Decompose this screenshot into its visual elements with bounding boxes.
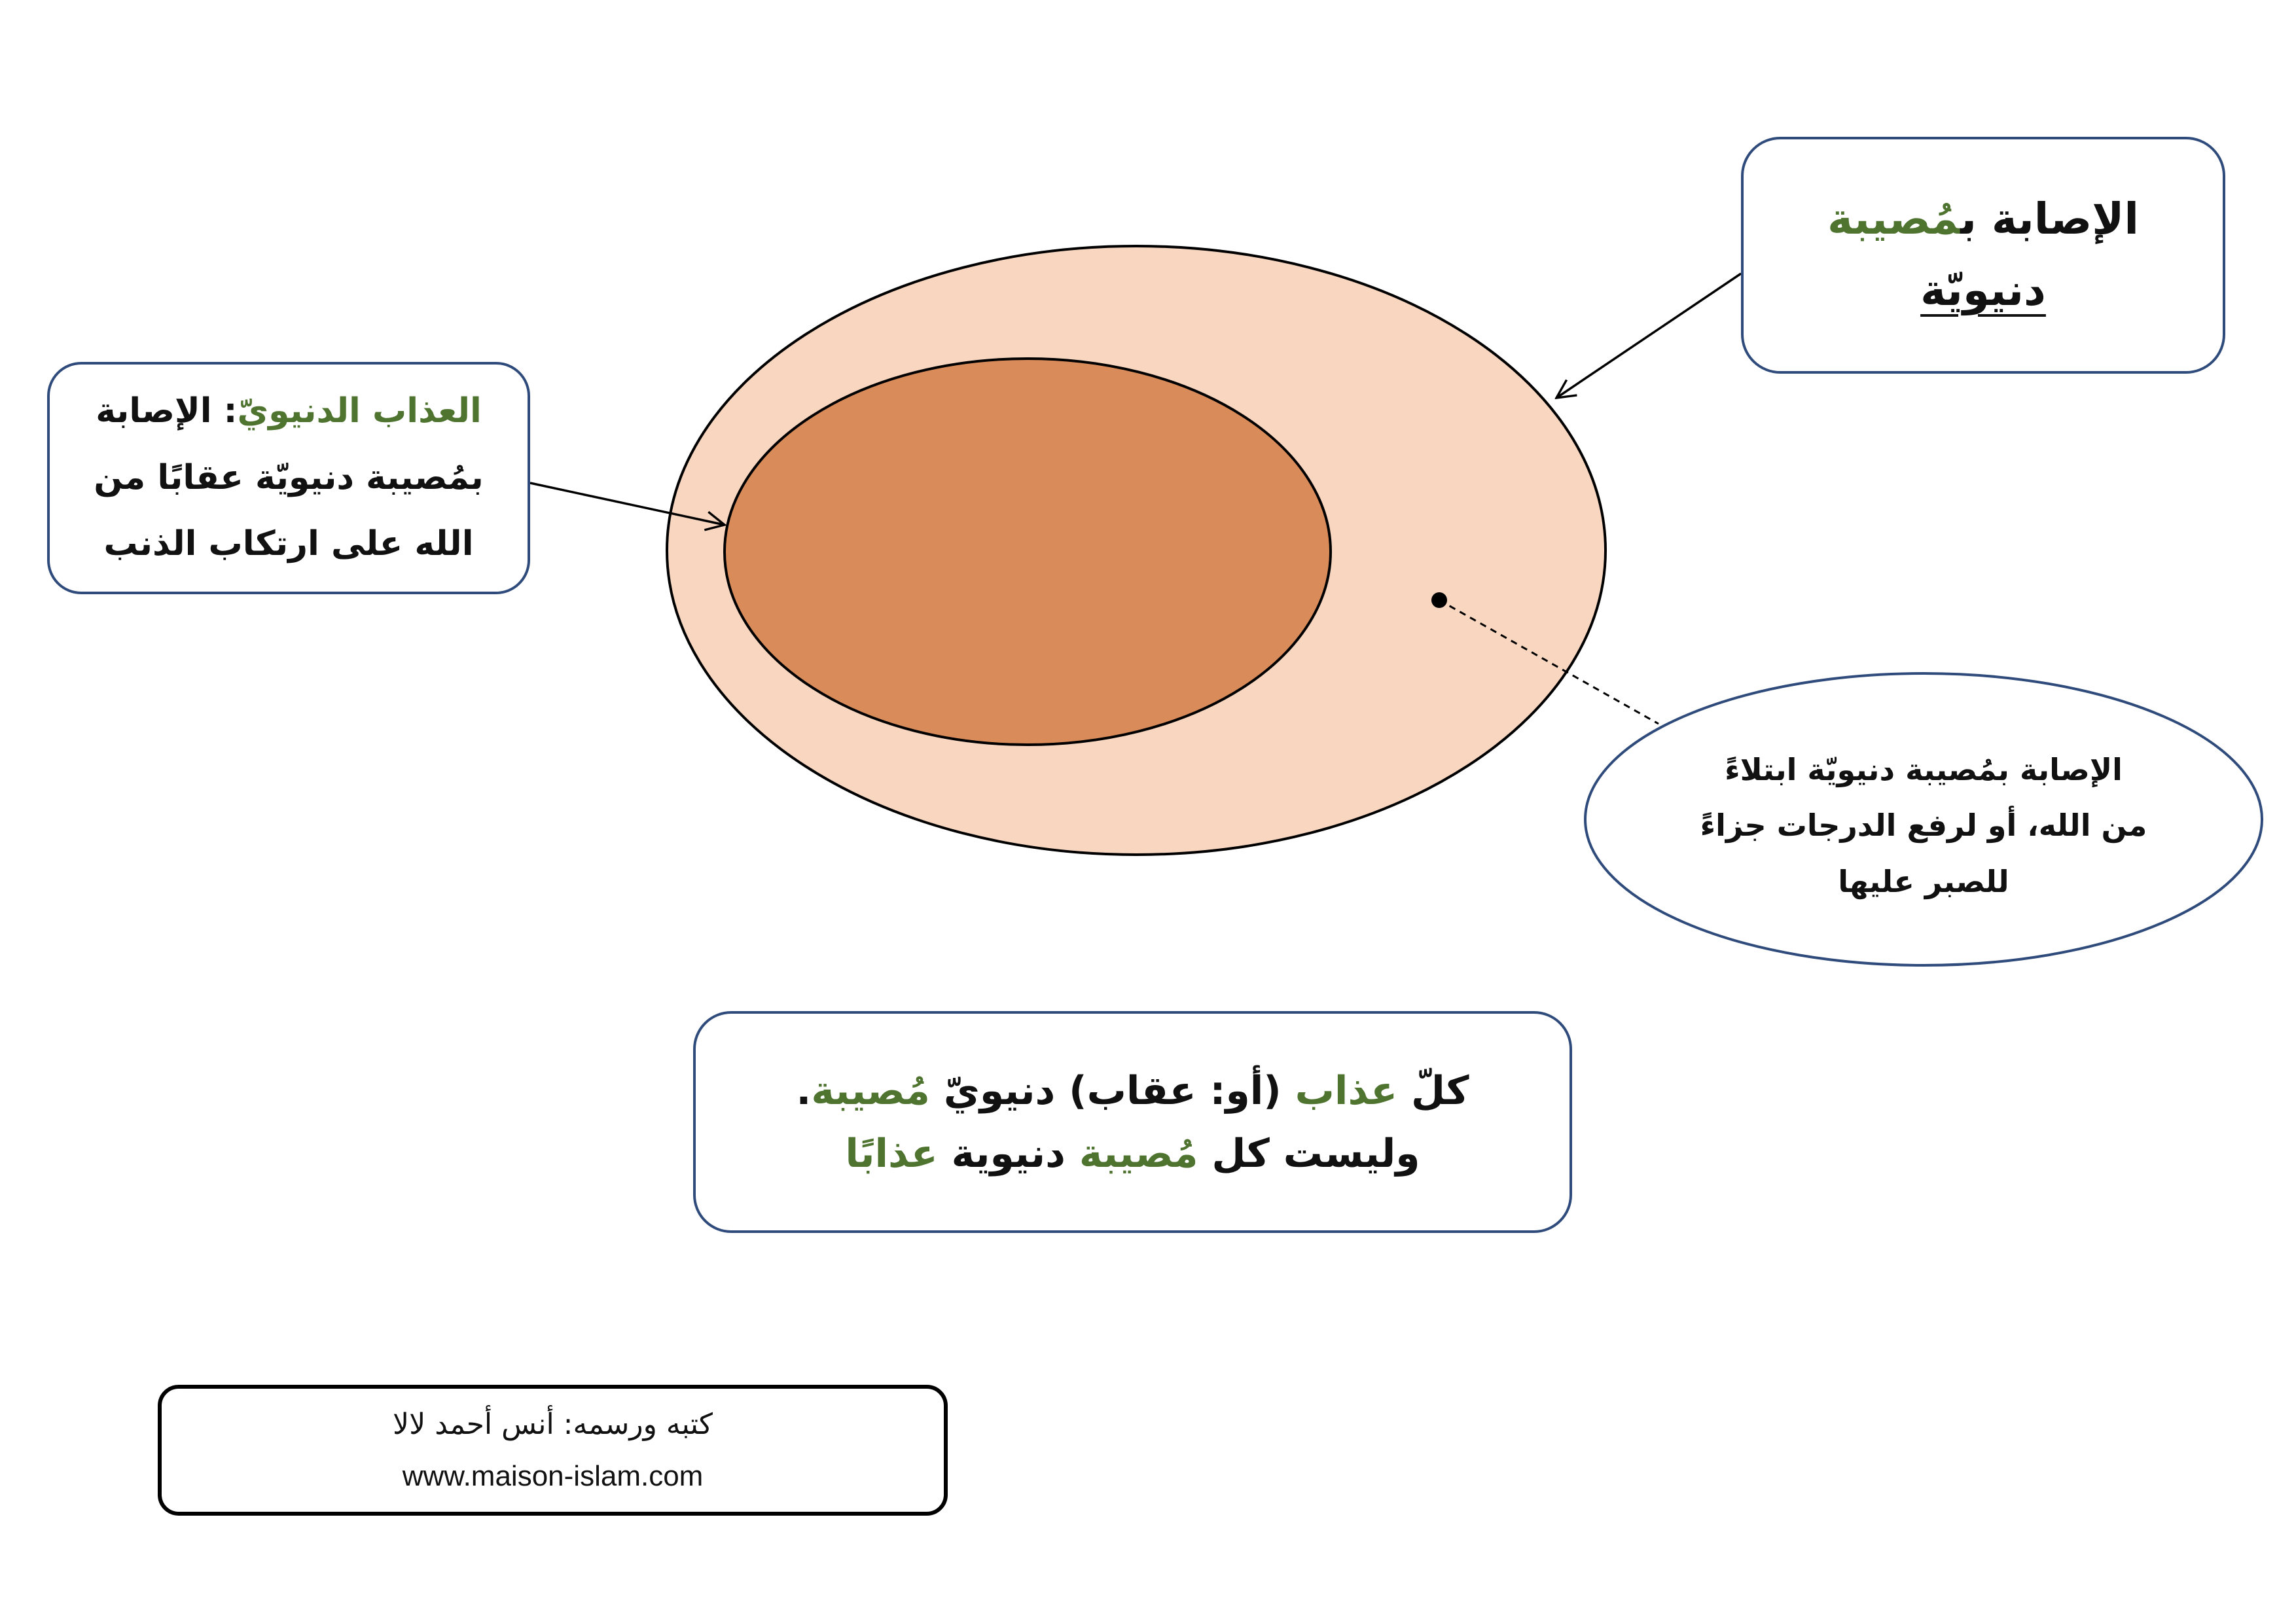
definition-term: العذاب الدنيويّ	[237, 391, 482, 431]
affliction-title-prefix: الإصابة ب	[1960, 194, 2140, 245]
summary-1-segment-1: كلّ	[1397, 1067, 1469, 1114]
summary-1-period: .	[796, 1067, 812, 1114]
definition-line-1	[96, 378, 482, 444]
worldly-punishment-ellipse	[725, 359, 1331, 745]
summary-1-segment-3: (أو: عقاب) دنيويّ	[929, 1067, 1295, 1114]
trial-region-dot	[1431, 592, 1447, 608]
definition-line-1-rest: : الإصابة	[96, 391, 238, 431]
definition-line-3: الله على ارتكاب الذنب	[103, 524, 474, 564]
affliction-title-line	[1827, 184, 2139, 255]
summary-line-1	[797, 1060, 1469, 1122]
trial-line-2: من الله، أو لرفع الدرجات جزاءً	[1700, 808, 2147, 844]
summary-2-segment-3: دنيوية	[937, 1130, 1079, 1177]
summary-line-2	[845, 1122, 1420, 1185]
trial-line-1: الإصابة بمُصيبة دنيويّة ابتلاءً	[1725, 752, 2123, 788]
affliction-title-highlight: مُصيبة	[1827, 194, 1961, 245]
trial-bubble-text	[1629, 728, 2218, 924]
credit-author: كتبه ورسمه: أنس أحمد لالا	[393, 1407, 713, 1441]
trial-line-3: للصبر عليها	[1838, 863, 2009, 899]
worldly-punishment-definition-box	[47, 362, 530, 594]
summary-box	[693, 1011, 1572, 1233]
affliction-title-qualifier: دنيويّة	[1920, 265, 2046, 315]
credit-website: www.maison-islam.com	[402, 1460, 704, 1492]
credit-box	[158, 1385, 948, 1516]
summary-2-segment-1: وليست كل	[1198, 1130, 1420, 1177]
summary-2-punishment-word: عذابًا	[845, 1130, 938, 1177]
summary-1-affliction-word: مُصيبة	[811, 1067, 930, 1114]
affliction-arrow	[1556, 274, 1741, 398]
summary-2-affliction-word: مُصيبة	[1079, 1130, 1198, 1177]
summary-1-punishment-word: عذاب	[1295, 1067, 1398, 1114]
affliction-concept-box	[1741, 137, 2225, 374]
definition-line-2: بمُصيبة دنيويّة عقابًا من	[94, 457, 484, 497]
